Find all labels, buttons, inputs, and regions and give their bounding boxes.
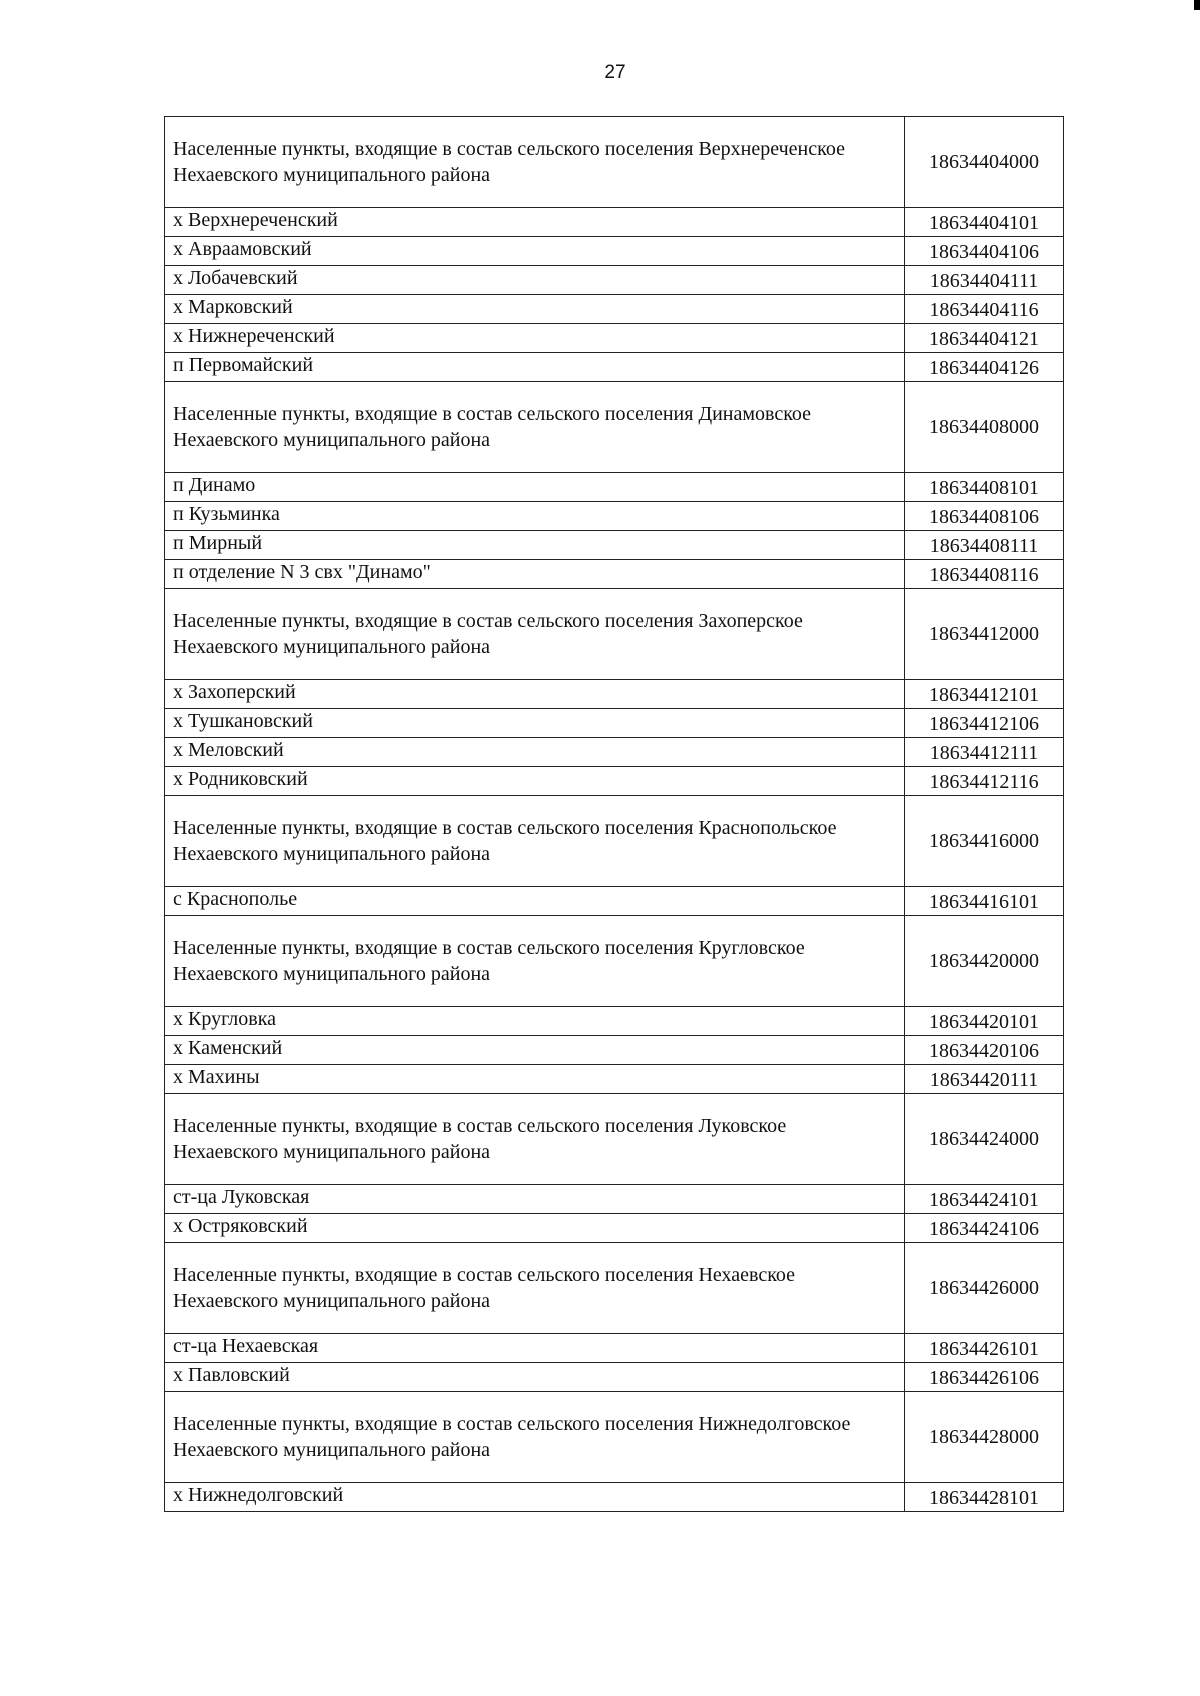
settlement-code-cell: 18634412111 <box>905 738 1064 767</box>
group-code-cell: 18634426000 <box>905 1243 1064 1334</box>
page-number: 27 <box>604 62 626 83</box>
settlement-row <box>165 531 1064 560</box>
settlement-row <box>165 266 1064 295</box>
settlement-group-row <box>165 1243 1064 1334</box>
settlement-row <box>165 1185 1064 1214</box>
settlements-table-body <box>165 117 1064 1512</box>
settlement-name-cell: х Каменский <box>165 1036 905 1065</box>
settlement-name-cell: п отделение N 3 свх "Динамо" <box>165 560 905 589</box>
settlement-name-cell: х Махины <box>165 1065 905 1094</box>
settlement-row <box>165 237 1064 266</box>
settlement-code-cell: 18634420101 <box>905 1007 1064 1036</box>
settlement-name-cell: ст-ца Нехаевская <box>165 1334 905 1363</box>
settlement-code-cell: 18634420111 <box>905 1065 1064 1094</box>
settlement-code-cell: 18634412101 <box>905 680 1064 709</box>
settlement-row <box>165 1214 1064 1243</box>
group-code-cell: 18634416000 <box>905 796 1064 887</box>
settlement-name-cell: х Авраамовский <box>165 237 905 266</box>
settlement-group-row <box>165 916 1064 1007</box>
settlement-code-cell: 18634412106 <box>905 709 1064 738</box>
settlement-code-cell: 18634424106 <box>905 1214 1064 1243</box>
settlement-code-cell: 18634404101 <box>905 208 1064 237</box>
settlement-group-row <box>165 1094 1064 1185</box>
group-code-cell: 18634408000 <box>905 382 1064 473</box>
settlement-name-cell: х Нижнереченский <box>165 324 905 353</box>
group-name-cell: Населенные пункты, входящие в состав сельского поселения Краснопольское Нехаевского муниципального района <box>165 796 905 887</box>
settlement-group-row <box>165 796 1064 887</box>
group-name-cell: Населенные пункты, входящие в состав сельского поселения Нехаевское Нехаевского муниципального района <box>165 1243 905 1334</box>
group-name-cell: Населенные пункты, входящие в состав сельского поселения Верхнереченское Нехаевского муниципального района <box>165 117 905 208</box>
scan-edge-mark <box>1194 0 1200 10</box>
settlement-code-cell: 18634404126 <box>905 353 1064 382</box>
settlement-code-cell: 18634408101 <box>905 473 1064 502</box>
settlement-row <box>165 1363 1064 1392</box>
settlement-row <box>165 473 1064 502</box>
settlement-code-cell: 18634426106 <box>905 1363 1064 1392</box>
group-name-cell: Населенные пункты, входящие в состав сельского поселения Захоперское Нехаевского муниципального района <box>165 589 905 680</box>
settlement-code-cell: 18634404111 <box>905 266 1064 295</box>
settlement-code-cell: 18634416101 <box>905 887 1064 916</box>
settlement-code-cell: 18634408116 <box>905 560 1064 589</box>
settlement-row <box>165 1007 1064 1036</box>
group-name-cell: Населенные пункты, входящие в состав сельского поселения Кругловское Нехаевского муниципального района <box>165 916 905 1007</box>
settlement-row <box>165 680 1064 709</box>
settlement-name-cell: х Марковский <box>165 295 905 324</box>
settlement-name-cell: ст-ца Луковская <box>165 1185 905 1214</box>
settlement-group-row <box>165 117 1064 208</box>
settlement-name-cell: х Верхнереченский <box>165 208 905 237</box>
settlement-name-cell: х Родниковский <box>165 767 905 796</box>
group-name-cell: Населенные пункты, входящие в состав сельского поселения Динамовское Нехаевского муниципального района <box>165 382 905 473</box>
settlement-name-cell: п Кузьминка <box>165 502 905 531</box>
settlement-name-cell: х Остряковский <box>165 1214 905 1243</box>
group-code-cell: 18634428000 <box>905 1392 1064 1483</box>
settlement-row <box>165 295 1064 324</box>
settlements-table <box>164 116 1064 1512</box>
settlement-code-cell: 18634404106 <box>905 237 1064 266</box>
settlement-code-cell: 18634412116 <box>905 767 1064 796</box>
settlement-name-cell: п Первомайский <box>165 353 905 382</box>
settlement-code-cell: 18634420106 <box>905 1036 1064 1065</box>
settlement-row <box>165 324 1064 353</box>
settlement-code-cell: 18634408111 <box>905 531 1064 560</box>
group-name-cell: Населенные пункты, входящие в состав сельского поселения Нижнедолговское Нехаевского муниципального района <box>165 1392 905 1483</box>
settlement-row <box>165 1334 1064 1363</box>
settlement-name-cell: х Захоперский <box>165 680 905 709</box>
settlement-row <box>165 709 1064 738</box>
settlement-group-row <box>165 589 1064 680</box>
settlement-code-cell: 18634428101 <box>905 1483 1064 1512</box>
settlement-row <box>165 208 1064 237</box>
group-code-cell: 18634412000 <box>905 589 1064 680</box>
group-code-cell: 18634404000 <box>905 117 1064 208</box>
settlement-code-cell: 18634424101 <box>905 1185 1064 1214</box>
settlement-row <box>165 767 1064 796</box>
settlement-group-row <box>165 382 1064 473</box>
settlement-name-cell: п Динамо <box>165 473 905 502</box>
group-code-cell: 18634420000 <box>905 916 1064 1007</box>
settlement-code-cell: 18634404121 <box>905 324 1064 353</box>
settlement-name-cell: х Меловский <box>165 738 905 767</box>
settlement-row <box>165 1065 1064 1094</box>
settlement-row <box>165 502 1064 531</box>
settlement-row <box>165 738 1064 767</box>
settlement-name-cell: х Тушкановский <box>165 709 905 738</box>
settlement-name-cell: х Нижнедолговский <box>165 1483 905 1512</box>
settlement-name-cell: п Мирный <box>165 531 905 560</box>
settlement-code-cell: 18634404116 <box>905 295 1064 324</box>
settlement-row <box>165 1036 1064 1065</box>
settlement-row <box>165 1483 1064 1512</box>
group-name-cell: Населенные пункты, входящие в состав сельского поселения Луковское Нехаевского муниципального района <box>165 1094 905 1185</box>
settlement-code-cell: 18634426101 <box>905 1334 1064 1363</box>
settlement-row <box>165 560 1064 589</box>
settlement-name-cell: х Павловский <box>165 1363 905 1392</box>
settlement-row <box>165 353 1064 382</box>
settlement-group-row <box>165 1392 1064 1483</box>
settlement-name-cell: с Краснополье <box>165 887 905 916</box>
group-code-cell: 18634424000 <box>905 1094 1064 1185</box>
settlement-code-cell: 18634408106 <box>905 502 1064 531</box>
settlement-name-cell: х Кругловка <box>165 1007 905 1036</box>
settlement-name-cell: х Лобачевский <box>165 266 905 295</box>
settlement-row <box>165 887 1064 916</box>
